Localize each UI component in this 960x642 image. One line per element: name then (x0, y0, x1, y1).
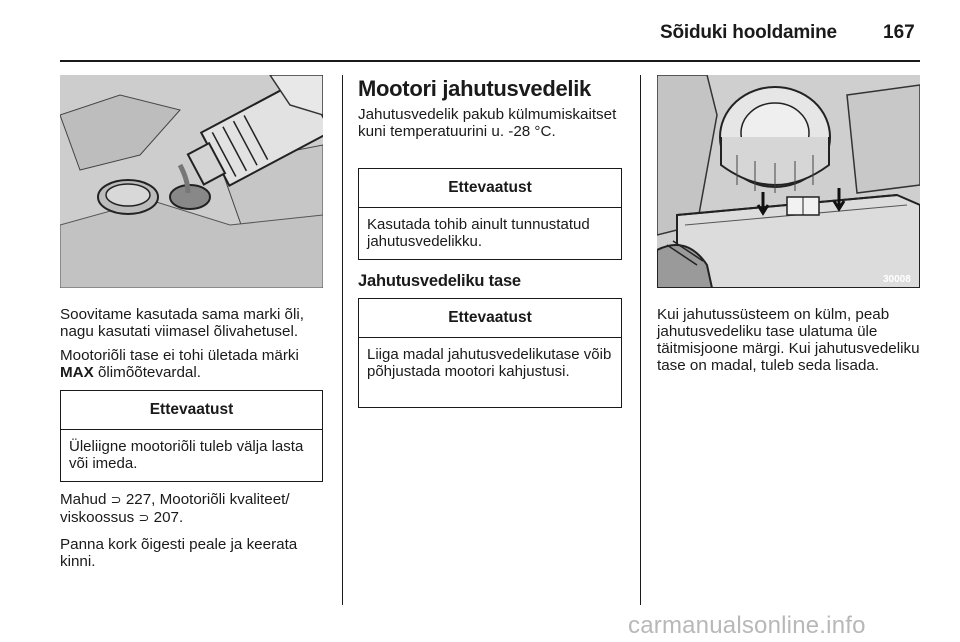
coolant-level-subheading: Jahutusvedeliku tase (358, 272, 521, 290)
warning-text: Üleliigne mootoriõli tuleb välja lasta või imeda. (69, 438, 304, 472)
coolant-warning-box-2 (358, 298, 622, 408)
page-header-title: Sõiduki hooldamine (660, 22, 837, 43)
oil-filling-illustration (60, 75, 323, 288)
warning-text: Kasutada tohib ainult tunnustatud jahutusvedelikku. (367, 216, 590, 250)
page-number: 167 (883, 22, 915, 43)
ref-text-2: , Mootoriõli kvaliteet/ viskoossus (60, 491, 290, 526)
coolant-heading: Mootori jahutusvedelik (358, 76, 591, 101)
page-ref-link-227[interactable]: 227 (125, 491, 152, 508)
column-divider-right (640, 75, 641, 605)
warning-title: Ettevaatust (359, 299, 621, 338)
column-divider-left (342, 75, 343, 605)
oil-warning-box (60, 390, 323, 482)
page-ref-icon: ⊃ (110, 493, 122, 508)
coolant-reservoir-illustration (657, 75, 920, 288)
oil-brand-paragraph: Soovitame kasutada sama marki õli, nagu kasutati viimasel õlivahetusel. (60, 306, 304, 340)
warning-title: Ettevaatust (61, 391, 322, 430)
coolant-reservoir-drawing (657, 75, 920, 288)
ref-text-3: . (178, 509, 184, 526)
page-ref-icon: ⊃ (138, 511, 150, 526)
ref-text-1: Mahud (60, 491, 111, 508)
header-rule (60, 60, 920, 62)
page-ref-link-207[interactable]: 207 (153, 509, 179, 526)
coolant-intro-paragraph: Jahutusvedelik pakub külmumiskaitset kuni temperatuurini u. -28 °C. (358, 106, 617, 140)
oil-filling-drawing (60, 75, 323, 288)
cap-instruction-paragraph: Panna kork õigesti peale ja keerata kinni. (60, 536, 298, 570)
max-mark: MAX (60, 364, 94, 381)
warning-title: Ettevaatust (359, 169, 621, 208)
capacity-reference-paragraph (60, 491, 330, 527)
oil-max-paragraph (60, 347, 330, 381)
oil-max-text-pre: Mootoriõli tase ei tohi ületada märki (60, 347, 299, 364)
figure-number: 30008 (883, 274, 911, 285)
warning-text: Liiga madal jahutusvedelikutase võib põhjustada mootori kahjustusi. (367, 346, 612, 380)
watermark: carmanualsonline.info (628, 612, 866, 639)
oil-max-text-post: õlimõõtevardal. (93, 364, 201, 381)
coolant-level-paragraph: Kui jahutussüsteem on külm, peab jahutusvedeliku tase ulatuma üle täitmisjoone märgi. Kui jahutusvedeliku tase on madal, tuleb seda lisada. (657, 306, 920, 374)
coolant-warning-box-1 (358, 168, 622, 260)
